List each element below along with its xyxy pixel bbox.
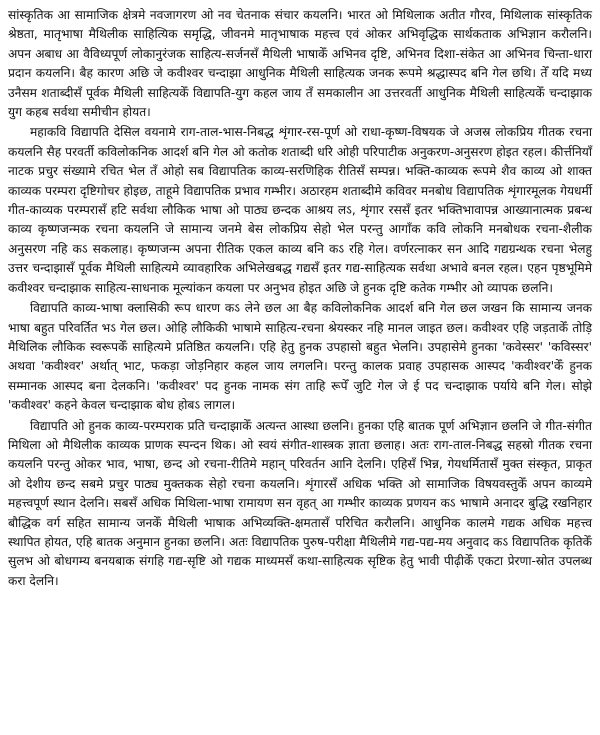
paragraph-vidyapati-tradition: महाकवि विद्यापति देसिल वयनामे राग-ताल-भास-निबद्ध शृंगार-रस-पूर्ण ओ राधा-कृष्ण-विषयक जे अजस्र लोकप्रिय गीतक रचना कयलनि सैह परवर्ती कविलोकनिक आदर्श बनि गेल ओ कतोक शताब्दी धरि ओही परिपाटीक अनुकरण-अनुसरण होइत रहल। कीर्त्तनियाँ नाटक प्रचुर संख्यामे रचित भेल तँ ओहो सब विद्यापतिक काव्य-सरणिहिक रीतिसँ सम्पन्न। भक्ति-काव्यक रूपमे शैव काव्य ओ शाक्त काव्यक परम्परा दृष्टिगोचर होइछ, ताहूमे विद्यापतिक प्रभाव गम्भीर। अठारहम शताब्दीमे कविवर मनबोध विद्यापतिक शृंगारमूलक गेयधर्मी गीत-काव्यक परम्परासँ हटि सर्वथा लौकिक भाषा ओ पाठ्य छन्दक आश्रय लऽ, शृंगार रससँ इतर भक्तिभावापन्न आख्यानात्मक प्रबन्ध काव्य कृष्णजन्मक रचना कयलनि जे सामान्य जनमे बेस लोकप्रिय सेहो भेल परन्तु आगाँक कवि लोकनि मनबोधक रचना-शैलीक अनुसरण नहि कऽ सकलाह। कृष्णजन्म अपना रीतिक एकल काव्य बनि कऽ रहि गेल। वर्णरत्नाकर सन आदि गद्यग्रन्थक रचना भेलहु उत्तर चन्दाझासँ पूर्वक मैथिली साहित्यमे व्यावहारिक अभिलेखबद्ध गद्यसँ इतर गद्य-साहित्यक सर्वथा अभावे बनल रहल। एहन पृष्ठभूमिमे कवीश्वर चन्दाझाक साहित्य-साधनाक मूल्यांकन कयला पर अनुभव होइत अछि जे हुनक दृष्टि कतेक गम्भीर ओ व्यापक छलनि। [8, 125, 592, 295]
paragraph-chandajha-contribution: विद्यापति ओ हुनक काव्य-परम्पराक प्रति चन्दाझाकेँ अत्यन्त आस्था छलनि। हुनका एहि बातक पूर्ण अभिज्ञान छलनि जे गीत-संगीत मिथिला ओ मैथिलीक काव्यक प्राणक स्पन्दन थिक। ओ स्वयं संगीत-शास्त्रक ज्ञाता छलाह। अतः राग-ताल-निबद्ध सहस्रो गीतक रचना कयलनि परन्तु ओकर भाव, भाषा, छन्द ओ रचना-रीतिमे महान् परिवर्तन आनि देलनि। एहिसँ भिन्न, गेयधर्मितासँ मुक्त संस्कृत, प्राकृत ओ देशीय छन्द सबमे प्रचुर पाठ्य मुक्तकक सेहो रचना कयलनि। शृंगारसँ अधिक भक्ति ओ सामाजिक विषयवस्तुकेँ अपन काव्यमे महत्त्वपूर्ण स्थान देलनि। सबसँ अधिक मिथिला-भाषा रामायण सन वृहत् आ गम्भीर काव्यक प्रणयन कऽ भाषामे अनादर बुद्धि रखनिहार बौद्धिक वर्ग सहित सामान्य जनकेँ मैथिली भाषाक अभिव्यक्ति-क्षमतासँ परिचित करौलनि। आधुनिक कालमे गद्यक अधिक महत्त्व स्थापित होयत, एहि बातक अनुमान हुनका छलनि। अतः विद्यापतिक पुरुष-परीक्षा मैथिलीमे गद्य-पद्य-मय अनुवाद कऽ विद्यापतिक कृतिकेँ सुलभ ओ बोधगम्य बनयबाक संगहि गद्य-सृष्टि ओ गद्यक माध्यमसँ कथा-साहित्यक सृष्टिक हेतु भावी पीढ़ीकेँ एकटा प्रेरणा-स्रोत उपलब्ध करा देलनि। [8, 418, 592, 588]
paragraph-intro: सांस्कृतिक आ सामाजिक क्षेत्रमे नवजागरण ओ नव चेतनाक संचार कयलनि। भारत ओ मिथिलाक अतीत गौरव, मिथिलाक सांस्कृतिक श्रेष्ठता, मातृभाषा मैथिलीक साहित्यिक समृद्धि, जीवनमे मातृभाषाक महत्त्व एवं ओकर अभिवृद्धिक सार्थकताक अभिज्ञान करौलनि। अपन अबाध आ वैविध्यपूर्ण लोकानुरंजक साहित्य-सर्जनसँ मैथिली भाषाकेँ अभिनव दृष्टि, अभिनव दिशा-संकेत आ अभिनव चिन्ता-धारा प्रदान कयलनि। बैह कारण अछि जे कवीश्वर चन्दाझा आधुनिक मैथिली साहित्यक जनक रूपमे श्रद्धास्पद बनि गेल छथि। तेँ यदि मध्य उनैसम शताब्दीसँ पूर्वक मैथिली साहित्यकेँ विद्यापति-युग कहल जाय तँ समकालीन आ उत्तरवर्ती आधुनिक मैथिली साहित्यकेँ चन्दाझाक युग कहब सर्वथा समीचीन होयत। [8, 8, 592, 120]
paragraph-kavishwar-title: विद्यापति काव्य-भाषा क्लासिकी रूप धारण कऽ लेने छल आ बैह कविलोकनिक आदर्श बनि गेल छल जखन कि सामान्य जनक भाषा बहुत परिवर्तित भऽ गेल छल। ओहि लौकिकी भाषामे साहित्य-रचना श्रेयस्कर नहि मानल जाइत छल। कवीश्वर एहि जड़ताकेँ तोड़ि मैथिलिक लौकिक स्वरूपकेँ साहित्यमे प्रतिष्ठित कयलनि। एहि हेतु हुनक उपहासो बहुत भेलनि। उपहासेमे हुनका 'कवेस्सर' 'कविस्सर' अथवा 'कवीश्वर' अर्थात् भाट, फकड़ा जोड़निहार कहल जाय लगलनि। परन्तु कालक प्रवाह उपहासक आस्पद 'कवीश्वर'केँ हुनक सम्मानक आस्पद बना देलकनि। 'कवीश्वर' पद हुनक नामक संग ताहि रूपेँ जुटि गेल जे ई पद चन्दाझाक पर्याये बनि गेल। सोझे 'कवीश्वर' कहने केवल चन्दाझाक बोध होबऽ लागल। [8, 301, 592, 413]
